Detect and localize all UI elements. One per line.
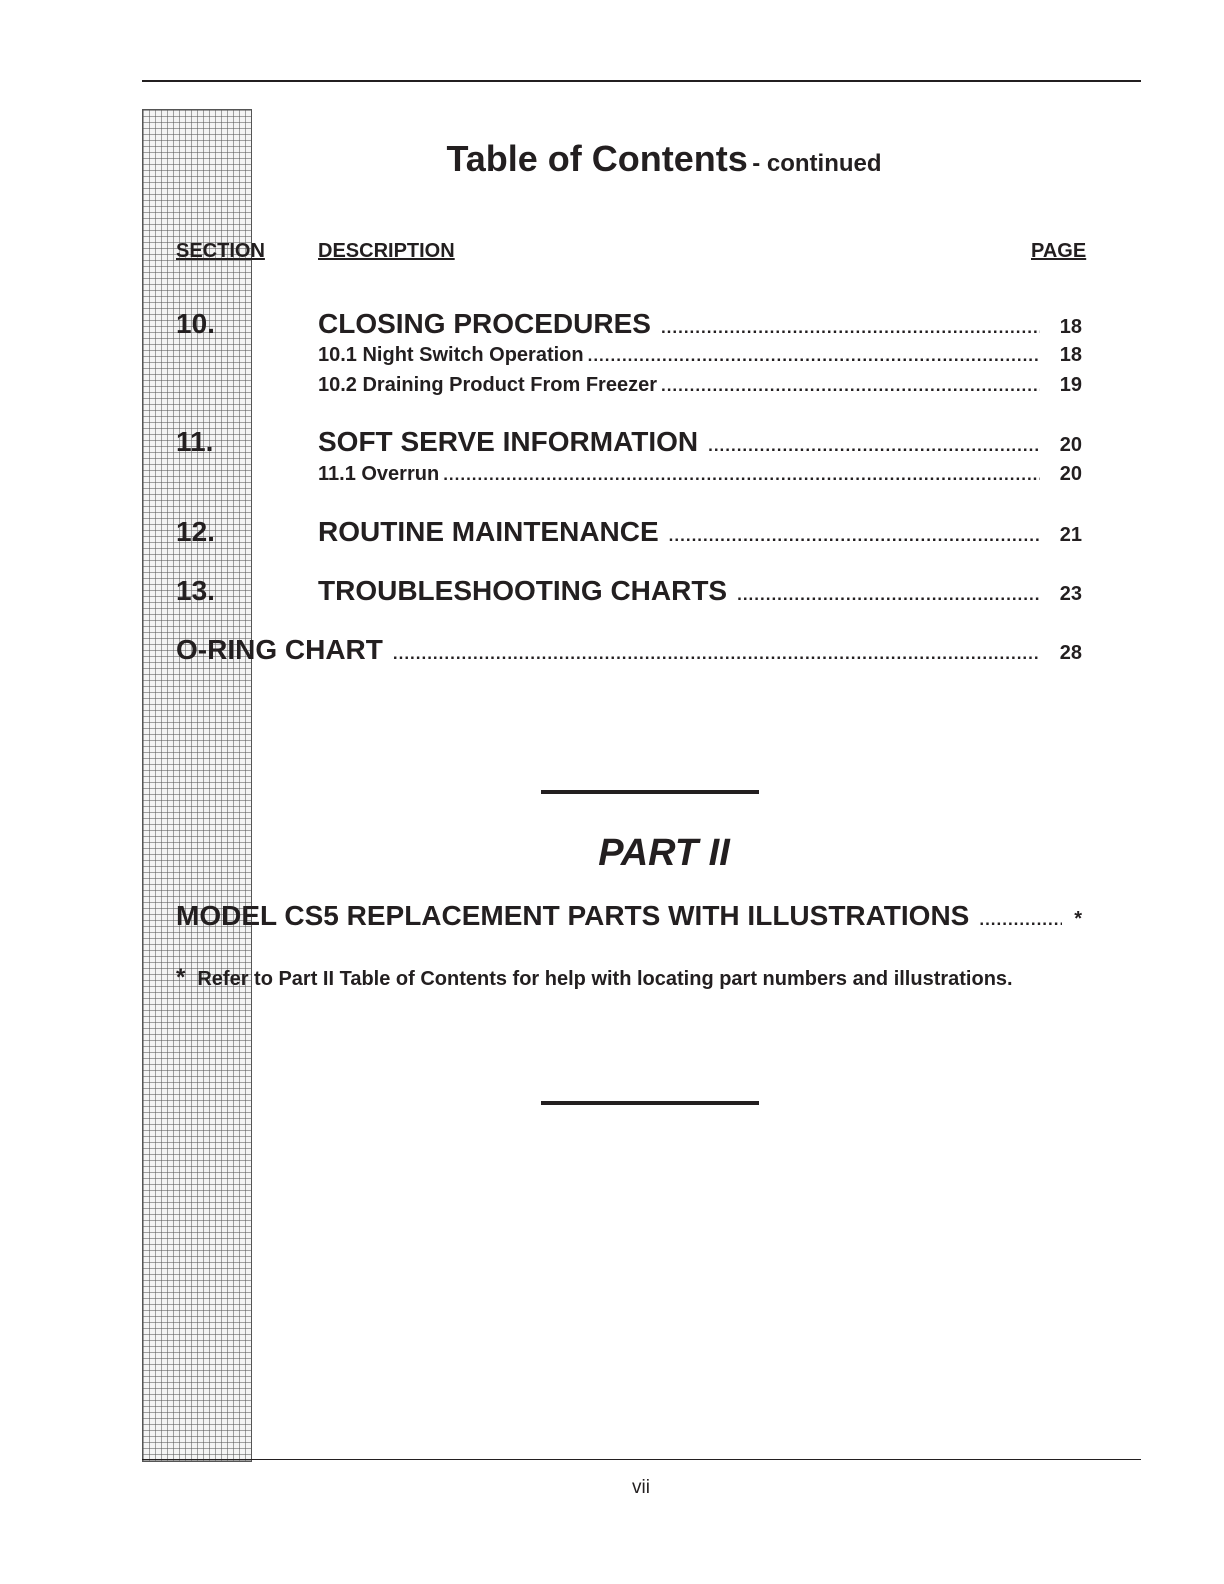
entry-title: 10.1 Night Switch Operation [318,344,584,366]
footnote [176,964,1013,992]
section-13-number: 13. [176,575,215,606]
toc-entry-o-ring-chart[interactable] [176,634,1082,666]
column-header-description: DESCRIPTION [318,240,455,262]
toc-entry-troubleshooting-charts[interactable] [318,575,1082,607]
entry-title: 10.2 Draining Product From Freezer [318,374,657,396]
bottom-rule [142,1459,1141,1460]
dot-leader [661,318,1040,338]
dot-leader [588,346,1040,366]
dot-leader [979,910,1062,930]
dot-leader [661,376,1040,396]
entry-page: 18 [1059,316,1082,338]
section-12-number: 12. [176,516,215,547]
divider-rule-lower [541,1101,759,1105]
entry-title: SOFT SERVE INFORMATION [318,426,699,457]
toc-entry-closing-procedures[interactable] [318,308,1082,340]
column-header-section: SECTION [176,240,265,262]
page-title [0,138,1224,180]
title-subtitle: - continued [752,150,882,177]
entry-page: 19 [1059,374,1082,396]
entry-title: MODEL CS5 REPLACEMENT PARTS WITH ILLUSTRATIONS [176,900,970,931]
toc-entry-overrun[interactable] [318,463,1082,486]
dot-leader [708,436,1040,456]
entry-title: TROUBLESHOOTING CHARTS [318,575,728,606]
section-10-number: 10. [176,308,215,339]
page-number: vii [632,1477,650,1498]
footnote-text: Refer to Part II Table of Contents for help with locating part numbers and illustrations. [197,968,1013,990]
section-11-number: 11. [176,426,214,457]
dot-leader [669,526,1040,546]
toc-entry-night-switch[interactable] [318,344,1082,367]
dot-leader [443,465,1040,485]
footnote-marker: * [176,964,186,991]
toc-entry-draining-product[interactable] [318,374,1082,397]
entry-title: 11.1 Overrun [318,463,440,485]
entry-page: * [1074,908,1082,930]
entry-title: CLOSING PROCEDURES [318,308,651,339]
toc-entry-soft-serve-information[interactable] [318,426,1082,458]
entry-page: 18 [1059,344,1082,366]
entry-title: ROUTINE MAINTENANCE [318,516,659,547]
top-rule [142,80,1141,82]
part-ii-heading: PART II [598,832,730,874]
toc-entry-replacement-parts[interactable] [176,900,1082,932]
toc-entry-routine-maintenance[interactable] [318,516,1082,548]
divider-rule-upper [541,790,759,794]
entry-title: O-RING CHART [176,634,383,665]
dot-leader [393,644,1040,664]
entry-page: 20 [1059,463,1082,485]
column-header-page: PAGE [1031,240,1087,262]
entry-page: 28 [1059,642,1082,664]
entry-page: 21 [1059,524,1082,546]
entry-page: 20 [1059,434,1082,456]
dot-leader [737,585,1040,605]
title-main: Table of Contents [446,138,748,179]
entry-page: 23 [1059,583,1082,605]
